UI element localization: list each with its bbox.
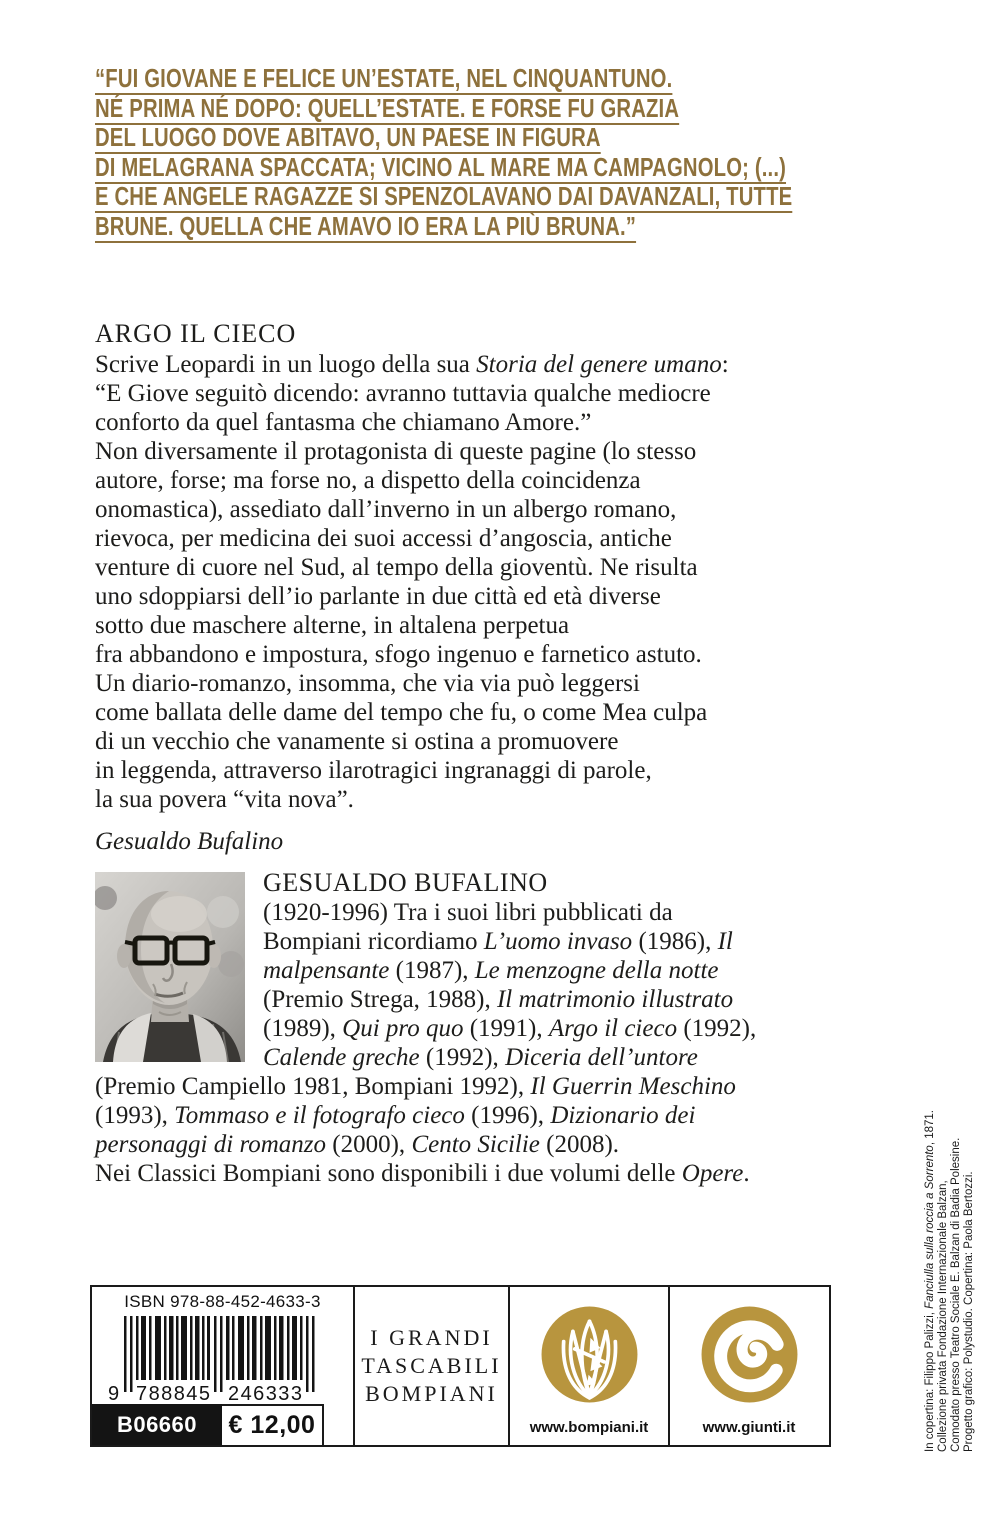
barcode-cell: [92, 1287, 353, 1445]
credit-line: In copertina: Filippo Palizzi, Fanciulla sulla roccia a Sorrento, 1871.: [924, 1110, 936, 1452]
synopsis-line: in leggenda, attraverso ilarotragici ingranaggi di parole,: [95, 757, 652, 784]
barcode-digit-group: 246333: [227, 1383, 302, 1404]
bio-line: personaggi di romanzo (2000), Cento Sicilie (2008).: [95, 1131, 620, 1158]
price: € 12,00: [222, 1404, 324, 1445]
edition-code-badge: B06660: [92, 1404, 222, 1445]
synopsis-line: sotto due maschere alterne, in altalena perpetua: [95, 612, 570, 639]
synopsis-line: venture di cuore nel Sud, al tempo della gioventù. Ne risulta: [95, 554, 698, 581]
barcode-digit-group: 788845: [135, 1383, 210, 1404]
synopsis-line: Scrive Leopardi in un luogo della sua Storia del genere umano:: [95, 351, 729, 378]
author-name: GESUALDO BUFALINO: [263, 868, 548, 897]
bio-line: (1993), Tommaso e il fotografo cieco (1996), Dizionario dei: [95, 1102, 696, 1129]
giunti-cell: [668, 1287, 828, 1445]
cover-credits: [924, 1070, 976, 1452]
quote-line: DEL LUOGO DOVE ABITAVO, UN PAESE IN FIGURA: [95, 122, 601, 152]
bio-line: Calende greche (1992), Diceria dell’untore: [263, 1044, 698, 1071]
credit-line: Comodato presso Teatro Sociale E. Balzan di Badia Polesine.: [950, 1137, 962, 1452]
synopsis-line: come ballata delle dame del tempo che fu, o come Mea culpa: [95, 699, 708, 726]
quote-line: NÉ PRIMA NÉ DOPO: QUELL’ESTATE. E FORSE FU GRAZIA: [95, 92, 680, 123]
bio-line: (1989), Qui pro quo (1991), Argo il cieco (1992),: [263, 1015, 757, 1042]
ean-barcode: [108, 1314, 338, 1404]
bompiani-url: www.bompiani.it: [529, 1419, 649, 1436]
quote-line: BRUNE. QUELLA CHE AMAVO IO ERA LA PIÙ BRUNA.”: [95, 210, 637, 241]
series-line: I GRANDI: [370, 1325, 493, 1350]
isbn-label: ISBN 978-88-452-4633-3: [124, 1292, 321, 1311]
series-line: TASCABILI: [361, 1353, 502, 1378]
cover-quote: [95, 64, 792, 241]
synopsis-line: conforto da quel fantasma che chiamano Amore.”: [95, 409, 592, 436]
synopsis-line: autore, forse; ma forse no, a dispetto della coincidenza: [95, 467, 641, 494]
barcode-digit-group: 9: [107, 1383, 119, 1404]
synopsis-line: “E Giove seguitò dicendo: avranno tuttavia qualche mediocre: [95, 380, 711, 407]
synopsis-text: [95, 350, 815, 814]
giunti-url: www.giunti.it: [702, 1419, 796, 1436]
bio-line: (1920-1996) Tra i suoi libri pubblicati da: [263, 899, 673, 926]
synopsis: [95, 318, 815, 856]
price-row: [92, 1404, 353, 1445]
quote-line: DI MELAGRANA SPACCATA; VICINO AL MARE MA CAMPAGNOLO; (...): [95, 151, 787, 182]
synopsis-line: fra abbandono e impostura, sfogo ingenuo e farnetico astuto.: [95, 641, 702, 668]
series-cell: [353, 1287, 508, 1445]
bio-line: Nei Classici Bompiani sono disponibili i due volumi delle Opere.: [95, 1160, 750, 1187]
synopsis-line: Un diario-romanzo, insomma, che via via può leggersi: [95, 670, 640, 697]
credit-line: Collezione privata Fondazione Internazionale Balzan,: [937, 1180, 949, 1452]
bio-line: Bompiani ricordiamo L’uomo invaso (1986), Il: [263, 928, 733, 955]
author-photo: [95, 872, 245, 1062]
bompiani-cell: [508, 1287, 668, 1445]
synopsis-line: la sua povera “vita nova”.: [95, 786, 354, 813]
bio-line: (Premio Campiello 1981, Bompiani 1992), Il Guerrin Meschino: [95, 1073, 736, 1100]
series-line: BOMPIANI: [365, 1381, 498, 1406]
bompiani-logo-icon: [536, 1301, 643, 1408]
synopsis-line: uno sdoppiarsi dell’io parlante in due città ed età diverse: [95, 583, 661, 610]
synopsis-line: Non diversamente il protagonista di queste pagine (lo stesso: [95, 438, 697, 465]
book-title: ARGO IL CIECO: [95, 319, 297, 348]
colophon-strip: [90, 1285, 831, 1447]
synopsis-line: onomastica), assediato dall’inverno in un albergo romano,: [95, 496, 677, 523]
bio-line: malpensante (1987), Le menzogne della notte: [263, 957, 719, 984]
signature: Gesualdo Bufalino: [95, 828, 284, 855]
quote-line: E CHE ANGELE RAGAZZE SI SPENZOLAVANO DAI DAVANZALI, TUTTE: [95, 181, 793, 211]
quote-line: “FUI GIOVANE E FELICE UN’ESTATE, NEL CINQUANTUNO.: [95, 63, 673, 93]
synopsis-line: di un vecchio che vanamente si ostina a promuovere: [95, 728, 619, 755]
author-bio: [95, 868, 840, 1188]
synopsis-line: rievoca, per medicina dei suoi accessi d’angoscia, antiche: [95, 525, 672, 552]
credit-line: Progetto grafico: Polystudio. Copertina: Paola Bertozzi.: [963, 1171, 975, 1452]
giunti-logo-icon: [696, 1301, 803, 1408]
bio-line: (Premio Strega, 1988), Il matrimonio illustrato: [263, 986, 734, 1013]
